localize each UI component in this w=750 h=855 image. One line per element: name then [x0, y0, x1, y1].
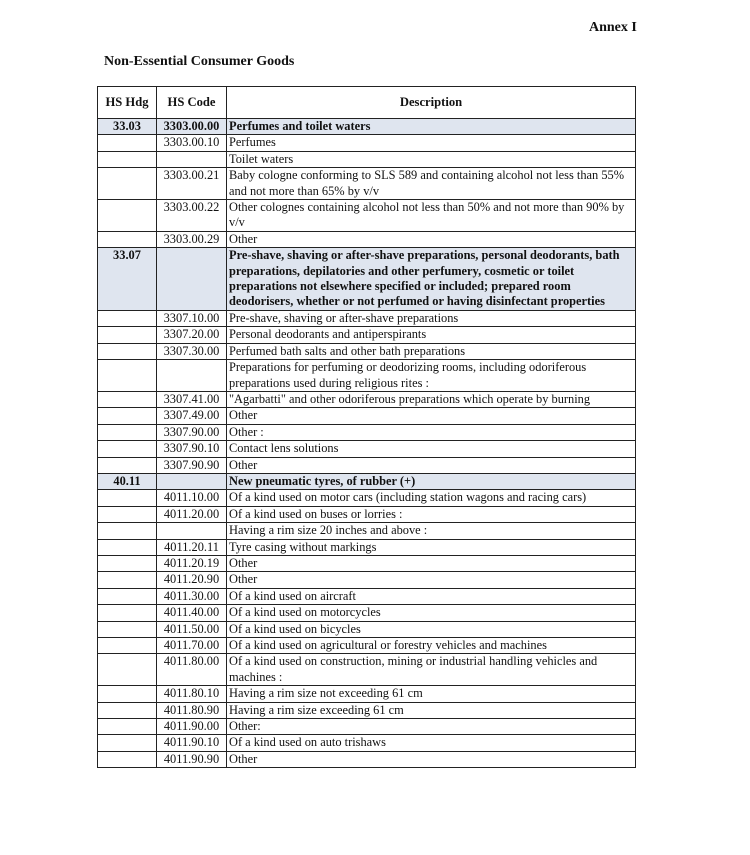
table-row	[98, 654, 636, 686]
table-heading-row	[98, 248, 636, 311]
table-heading-row	[98, 119, 636, 135]
table-row	[98, 310, 636, 326]
hs-code-cell: 4011.80.00	[157, 654, 227, 686]
table-row	[98, 555, 636, 571]
description-cell: Pre-shave, shaving or after-shave preparations	[227, 310, 636, 326]
table-row	[98, 408, 636, 424]
hs-code-cell: 4011.20.11	[157, 539, 227, 555]
table-row	[98, 441, 636, 457]
hs-hdg-cell	[98, 441, 157, 457]
table-row	[98, 135, 636, 151]
table-row	[98, 523, 636, 539]
description-cell: Of a kind used on buses or lorries :	[227, 506, 636, 522]
description-cell: Other:	[227, 719, 636, 735]
hs-code-cell: 4011.90.00	[157, 719, 227, 735]
table-body	[98, 119, 636, 768]
description-cell: Of a kind used on motorcycles	[227, 605, 636, 621]
hs-code-cell: 4011.80.90	[157, 702, 227, 718]
hs-hdg-cell	[98, 654, 157, 686]
hs-code-cell: 3307.10.00	[157, 310, 227, 326]
description-cell: Perfumes	[227, 135, 636, 151]
hs-code-cell: 4011.90.10	[157, 735, 227, 751]
hs-hdg-cell	[98, 572, 157, 588]
hs-hdg-cell: 33.07	[98, 248, 157, 311]
hs-hdg-cell: 40.11	[98, 473, 157, 489]
hs-hdg-cell	[98, 686, 157, 702]
description-cell: Preparations for perfuming or deodorizing rooms, including odoriferous preparations used during religious rites :	[227, 360, 636, 392]
hs-hdg-cell	[98, 327, 157, 343]
description-cell: Other :	[227, 424, 636, 440]
description-cell: Baby cologne conforming to SLS 589 and containing alcohol not less than 55% and not more than 65% by v/v	[227, 168, 636, 200]
description-cell: Toilet waters	[227, 151, 636, 167]
hs-hdg-cell	[98, 490, 157, 506]
hs-hdg-cell: 33.03	[98, 119, 157, 135]
table-row	[98, 751, 636, 767]
table-row	[98, 621, 636, 637]
description-cell: Of a kind used on motor cars (including station wagons and racing cars)	[227, 490, 636, 506]
table-header-row	[98, 87, 636, 119]
hs-hdg-cell	[98, 310, 157, 326]
description-cell: Other	[227, 751, 636, 767]
description-cell: Tyre casing without markings	[227, 539, 636, 555]
description-cell: Having a rim size not exceeding 61 cm	[227, 686, 636, 702]
hs-code-cell: 4011.10.00	[157, 490, 227, 506]
description-cell: Perfumed bath salts and other bath preparations	[227, 343, 636, 359]
hs-hdg-cell	[98, 506, 157, 522]
annex-label: Annex I	[589, 20, 637, 35]
table-row	[98, 343, 636, 359]
description-cell: Other	[227, 572, 636, 588]
table-row	[98, 506, 636, 522]
table-row	[98, 605, 636, 621]
hs-hdg-cell	[98, 523, 157, 539]
description-cell: Contact lens solutions	[227, 441, 636, 457]
hs-hdg-cell	[98, 200, 157, 232]
hs-code-cell: 3307.41.00	[157, 391, 227, 407]
hs-code-cell: 4011.20.90	[157, 572, 227, 588]
description-cell: Personal deodorants and antiperspirants	[227, 327, 636, 343]
column-header-hs-hdg: HS Hdg	[98, 87, 157, 119]
hs-hdg-cell	[98, 168, 157, 200]
hs-code-cell	[157, 151, 227, 167]
hs-code-cell: 3303.00.00	[157, 119, 227, 135]
hs-hdg-cell	[98, 555, 157, 571]
table-row	[98, 490, 636, 506]
column-header-hs-code: HS Code	[157, 87, 227, 119]
hs-hdg-cell	[98, 424, 157, 440]
description-cell: Of a kind used on agricultural or forestry vehicles and machines	[227, 638, 636, 654]
hs-code-cell: 3303.00.10	[157, 135, 227, 151]
description-cell: Of a kind used on auto trishaws	[227, 735, 636, 751]
hs-hdg-cell	[98, 151, 157, 167]
table-row	[98, 719, 636, 735]
table-row	[98, 588, 636, 604]
table-row	[98, 231, 636, 247]
hs-code-cell: 3307.90.90	[157, 457, 227, 473]
hs-hdg-cell	[98, 231, 157, 247]
description-cell: Having a rim size 20 inches and above :	[227, 523, 636, 539]
table-row	[98, 424, 636, 440]
table-row	[98, 686, 636, 702]
hs-hdg-cell	[98, 457, 157, 473]
hs-hdg-cell	[98, 343, 157, 359]
table-row	[98, 327, 636, 343]
hs-code-table	[97, 86, 636, 768]
hs-code-cell: 3307.90.00	[157, 424, 227, 440]
table-row	[98, 457, 636, 473]
table-row	[98, 360, 636, 392]
hs-hdg-cell	[98, 539, 157, 555]
page-title: Non-Essential Consumer Goods	[104, 54, 295, 69]
description-cell: Of a kind used on bicycles	[227, 621, 636, 637]
description-cell: Other	[227, 555, 636, 571]
hs-hdg-cell	[98, 605, 157, 621]
hs-code-cell: 4011.80.10	[157, 686, 227, 702]
hs-hdg-cell	[98, 391, 157, 407]
description-cell: Other	[227, 457, 636, 473]
hs-code-cell	[157, 360, 227, 392]
hs-code-cell: 3303.00.21	[157, 168, 227, 200]
description-cell: Of a kind used on construction, mining or industrial handling vehicles and machines :	[227, 654, 636, 686]
description-cell: New pneumatic tyres, of rubber (+)	[227, 473, 636, 489]
hs-hdg-cell	[98, 719, 157, 735]
hs-code-cell: 4011.20.19	[157, 555, 227, 571]
hs-code-cell: 3303.00.29	[157, 231, 227, 247]
hs-code-cell	[157, 248, 227, 311]
table-row	[98, 735, 636, 751]
table-row	[98, 638, 636, 654]
description-cell: Other	[227, 408, 636, 424]
table-row	[98, 539, 636, 555]
hs-hdg-cell	[98, 751, 157, 767]
hs-code-cell	[157, 523, 227, 539]
hs-code-cell: 4011.30.00	[157, 588, 227, 604]
description-cell: Of a kind used on aircraft	[227, 588, 636, 604]
table-row	[98, 200, 636, 232]
hs-hdg-cell	[98, 588, 157, 604]
hs-code-cell: 3303.00.22	[157, 200, 227, 232]
table-row	[98, 151, 636, 167]
table-row	[98, 168, 636, 200]
hs-code-cell: 3307.49.00	[157, 408, 227, 424]
column-header-description: Description	[227, 87, 636, 119]
hs-hdg-cell	[98, 135, 157, 151]
description-cell: Other colognes containing alcohol not less than 50% and not more than 90% by v/v	[227, 200, 636, 232]
description-cell: Pre-shave, shaving or after-shave preparations, personal deodorants, bath preparations, depilatories and other perfumery, cosmetic or toilet preparations not elsewhere specified or included; prepared room deodorisers, whether or not perfumed or having disinfectant properties	[227, 248, 636, 311]
description-cell: Other	[227, 231, 636, 247]
hs-hdg-cell	[98, 702, 157, 718]
description-cell: "Agarbatti" and other odoriferous preparations which operate by burning	[227, 391, 636, 407]
hs-code-cell	[157, 473, 227, 489]
hs-code-cell: 4011.40.00	[157, 605, 227, 621]
description-cell: Perfumes and toilet waters	[227, 119, 636, 135]
hs-hdg-cell	[98, 735, 157, 751]
hs-hdg-cell	[98, 638, 157, 654]
hs-hdg-cell	[98, 621, 157, 637]
description-cell: Having a rim size exceeding 61 cm	[227, 702, 636, 718]
table-row	[98, 572, 636, 588]
hs-code-cell: 4011.20.00	[157, 506, 227, 522]
table-row	[98, 391, 636, 407]
hs-code-cell: 3307.30.00	[157, 343, 227, 359]
hs-code-cell: 4011.90.90	[157, 751, 227, 767]
table-heading-row	[98, 473, 636, 489]
hs-code-cell: 3307.90.10	[157, 441, 227, 457]
hs-hdg-cell	[98, 360, 157, 392]
hs-code-cell: 4011.50.00	[157, 621, 227, 637]
hs-hdg-cell	[98, 408, 157, 424]
hs-code-cell: 4011.70.00	[157, 638, 227, 654]
table-row	[98, 702, 636, 718]
hs-code-cell: 3307.20.00	[157, 327, 227, 343]
